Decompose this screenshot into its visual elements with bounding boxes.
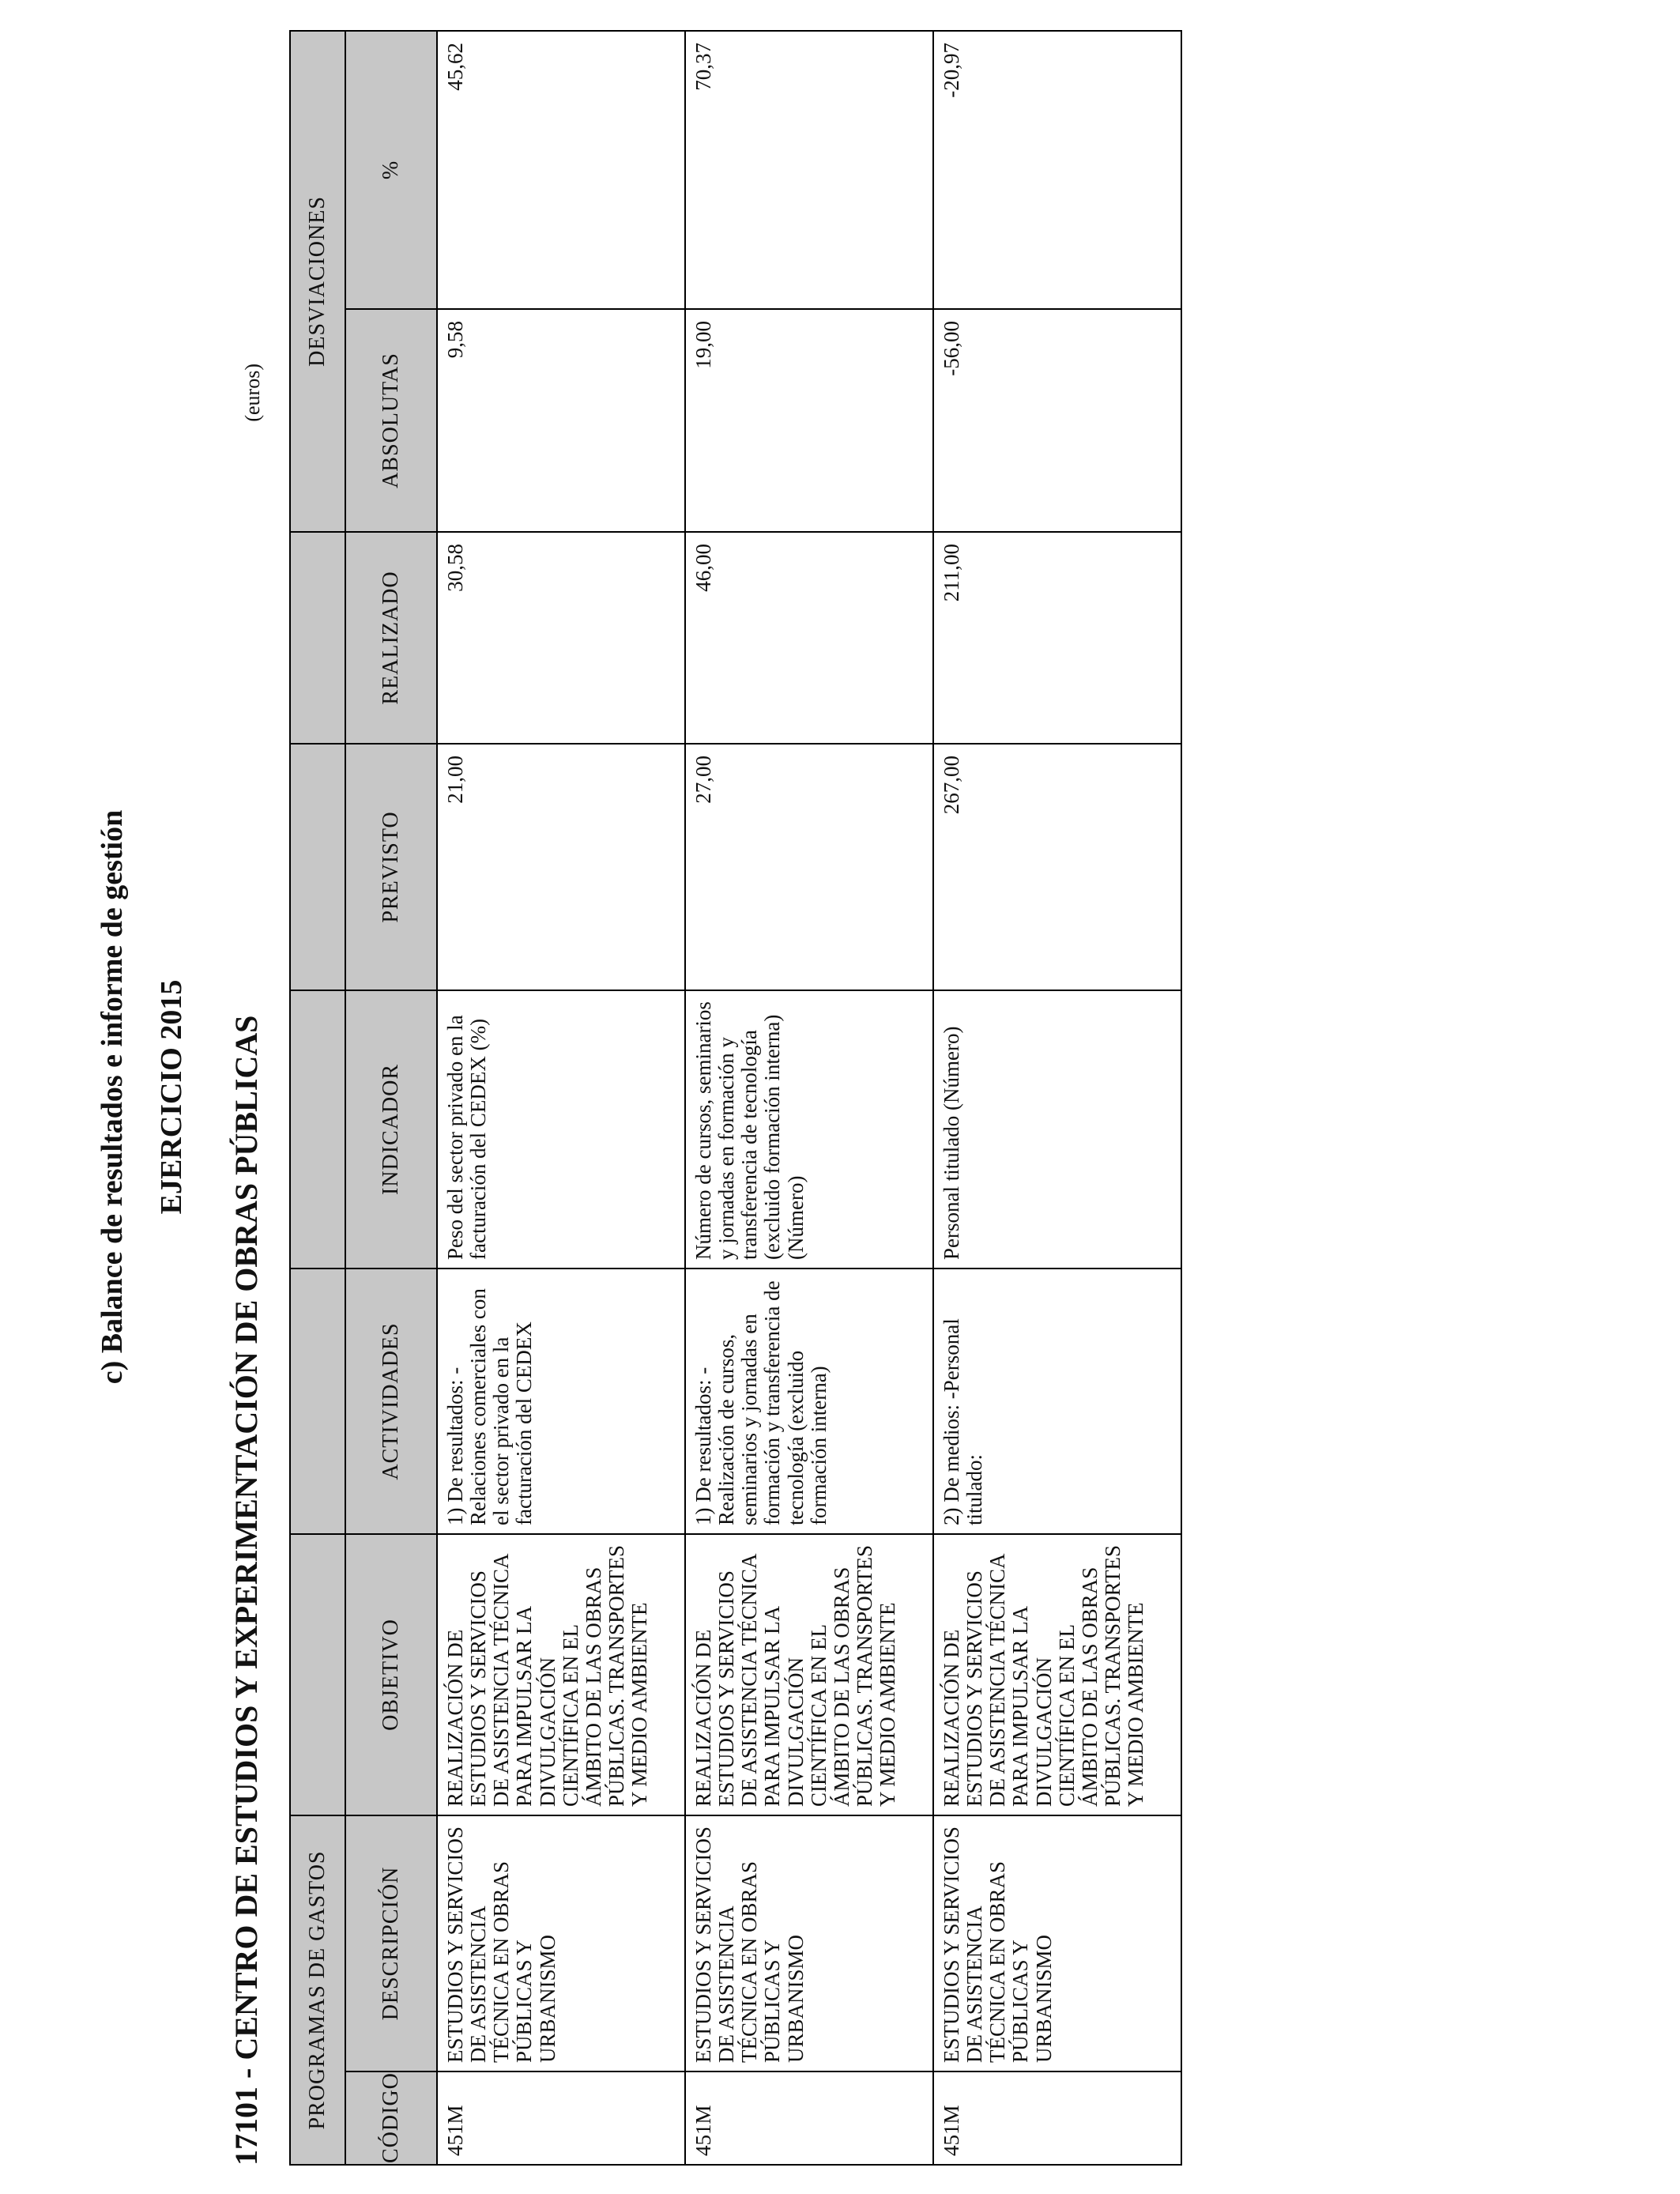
cell-absolutas: 19,00 [685, 309, 933, 532]
cell-codigo: 451M [933, 2071, 1181, 2165]
cell-previsto: 21,00 [437, 744, 685, 990]
cell-descripcion: ESTUDIOS Y SERVICIOS DE ASISTENCIA TÉCNICA EN OBRAS PÚBLICAS Y URBANISMO [437, 1815, 685, 2071]
cell-codigo: 451M [437, 2071, 685, 2165]
table-row [685, 31, 933, 2165]
header-descripcion: DESCRIPCIÓN [345, 1815, 437, 2071]
header-actividades: ACTIVIDADES [345, 1269, 437, 1534]
cell-objetivo: REALIZACIÓN DE ESTUDIOS Y SERVICIOS DE ASISTENCIA TÉCNICA PARA IMPULSAR LA DIVULGACIÓN CIENTÍFICA EN EL ÁMBITO DE LAS OBRAS PÚBLICAS. TRANSPORTES Y MEDIO AMBIENTE [933, 1534, 1181, 1815]
cell-actividades: 1) De resultados: -Realización de cursos, seminarios y jornadas en formación y transferencia de tecnología (excluido formación interna) [685, 1269, 933, 1534]
header-group-spacer [290, 532, 345, 744]
results-table [289, 30, 1182, 2166]
header-absolutas: ABSOLUTAS [345, 309, 437, 532]
cell-porcentaje: -20,97 [933, 31, 1181, 309]
header-codigo: CÓDIGO [345, 2071, 437, 2165]
header-group-spacer [290, 1269, 345, 1534]
cell-previsto: 267,00 [933, 744, 1181, 990]
cell-porcentaje: 70,37 [685, 31, 933, 309]
header-indicador: INDICADOR [345, 990, 437, 1269]
table-row [933, 31, 1181, 2165]
header-group-spacer [290, 744, 345, 990]
header-programas-de-gastos: PROGRAMAS DE GASTOS [290, 1815, 345, 2165]
header-realizado: REALIZADO [345, 532, 437, 744]
exercise-year: EJERCICIO 2015 [155, 979, 188, 1215]
cell-realizado: 30,58 [437, 532, 685, 744]
cell-actividades: 1) De resultados: -Relaciones comerciales con el sector privado en la facturación del CEDEX [437, 1269, 685, 1534]
table-row [437, 31, 685, 2165]
header-group-spacer [290, 990, 345, 1269]
header-objetivo: OBJETIVO [345, 1534, 437, 1815]
cell-indicador: Personal titulado (Número) [933, 990, 1181, 1269]
cell-indicador: Peso del sector privado en la facturación del CEDEX (%) [437, 990, 685, 1269]
cell-indicador: Número de cursos, seminarios y jornadas en formación y transferencia de tecnología (excluido formación interna) (Número) [685, 990, 933, 1269]
entity-title: 17101 - CENTRO DE ESTUDIOS Y EXPERIMENTACIÓN DE OBRAS PÚBLICAS [228, 1015, 264, 2166]
cell-porcentaje: 45,62 [437, 31, 685, 309]
header-desviaciones: DESVIACIONES [290, 31, 345, 532]
currency-unit-label: (euros) [241, 364, 264, 422]
cell-descripcion: ESTUDIOS Y SERVICIOS DE ASISTENCIA TÉCNICA EN OBRAS PÚBLICAS Y URBANISMO [685, 1815, 933, 2071]
cell-objetivo: REALIZACIÓN DE ESTUDIOS Y SERVICIOS DE ASISTENCIA TÉCNICA PARA IMPULSAR LA DIVULGACIÓN CIENTÍFICA EN EL ÁMBITO DE LAS OBRAS PÚBLICAS. TRANSPORTES Y MEDIO AMBIENTE [685, 1534, 933, 1815]
cell-absolutas: 9,58 [437, 309, 685, 532]
cell-realizado: 46,00 [685, 532, 933, 744]
cell-actividades: 2) De medios: -Personal titulado: [933, 1269, 1181, 1534]
header-previsto: PREVISTO [345, 744, 437, 990]
cell-descripcion: ESTUDIOS Y SERVICIOS DE ASISTENCIA TÉCNICA EN OBRAS PÚBLICAS Y URBANISMO [933, 1815, 1181, 2071]
cell-realizado: 211,00 [933, 532, 1181, 744]
cell-previsto: 27,00 [685, 744, 933, 990]
header-column-row [345, 31, 437, 2165]
cell-codigo: 451M [685, 2071, 933, 2165]
document-title: c) Balance de resultados e informe de gestión [96, 809, 129, 1385]
cell-objetivo: REALIZACIÓN DE ESTUDIOS Y SERVICIOS DE ASISTENCIA TÉCNICA PARA IMPULSAR LA DIVULGACIÓN CIENTÍFICA EN EL ÁMBITO DE LAS OBRAS PÚBLICAS. TRANSPORTES Y MEDIO AMBIENTE [437, 1534, 685, 1815]
cell-absolutas: -56,00 [933, 309, 1181, 532]
header-group-spacer [290, 1534, 345, 1815]
header-porcentaje: % [345, 31, 437, 309]
header-group-row [290, 31, 345, 2165]
